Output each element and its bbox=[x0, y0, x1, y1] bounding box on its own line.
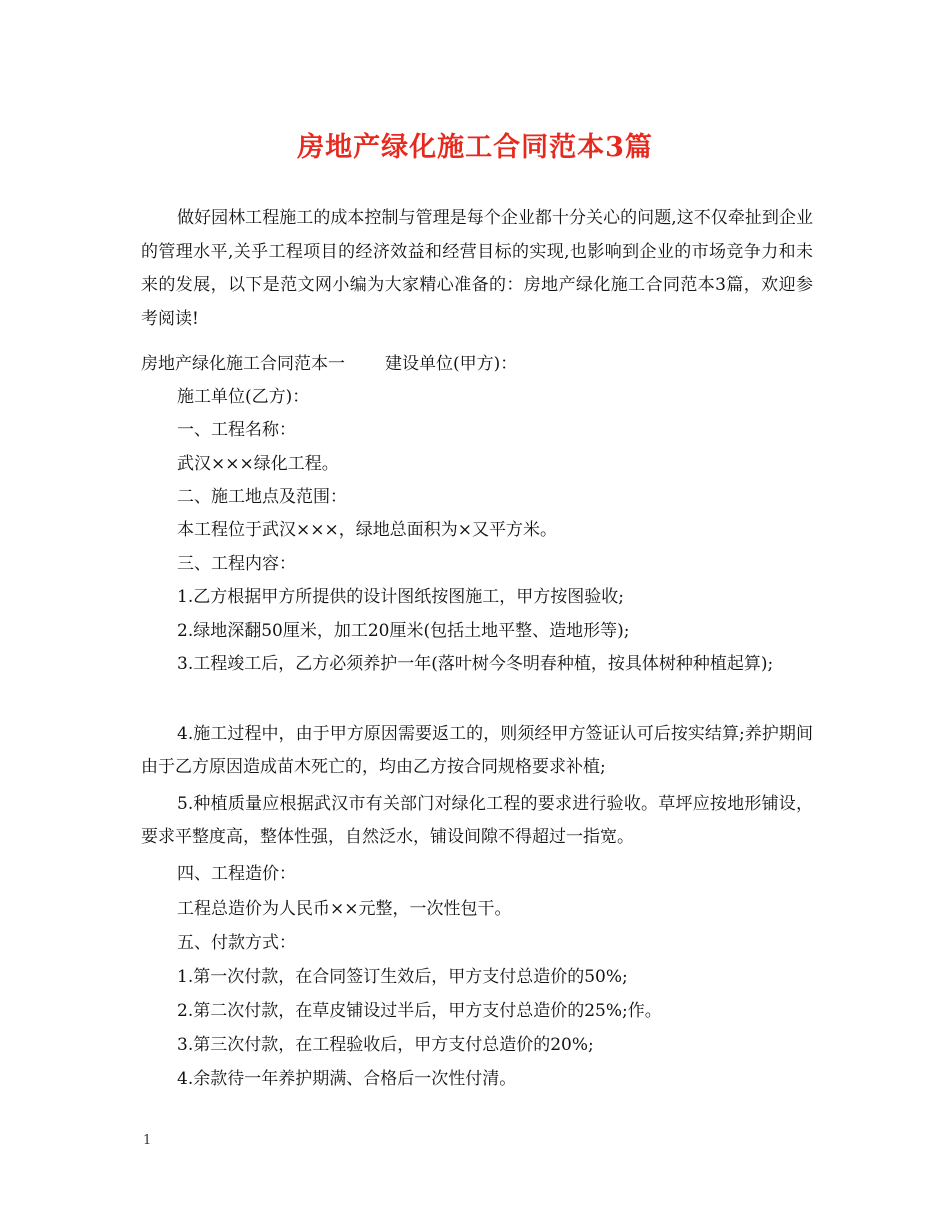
section-3-item-4: 4.施工过程中，由于甲方原因需要返工的，则须经甲方签证认可后按实结算;养护期间由于乙方原因造成苗木死亡的，均由乙方按合同规格要求补植; bbox=[141, 724, 813, 777]
party-b-label: 施工单位(乙方)： bbox=[177, 387, 310, 407]
document-title: 房地产绿化施工合同范本3篇 bbox=[297, 132, 653, 163]
section-5-title: 五、付款方式： bbox=[177, 933, 296, 953]
page-number: 1 bbox=[143, 1133, 152, 1148]
contract-heading-line bbox=[141, 348, 813, 381]
section-2-text: 本工程位于武汉×××，绿地总面积为×又平方米。 bbox=[177, 520, 557, 540]
section-2-title: 二、施工地点及范围： bbox=[177, 487, 347, 507]
section-5-item-3: 3.第三次付款，在工程验收后，甲方支付总造价的20%; bbox=[177, 1035, 594, 1055]
section-3-item-2: 2.绿地深翻50厘米，加工20厘米(包括土地平整、造地形等); bbox=[177, 621, 630, 641]
intro-paragraph: 做好园林工程施工的成本控制与管理是每个企业都十分关心的问题,这不仅牵扯到企业的管理水平,关乎工程项目的经济效益和经营目标的实现,也影响到企业的市场竞争力和未来的发展，以下是范文网小编为大家精心准备的：房地产绿化施工合同范本3篇，欢迎参考阅读! bbox=[141, 208, 813, 329]
section-1-text: 武汉×××绿化工程。 bbox=[177, 454, 339, 474]
section-4-title: 四、工程造价： bbox=[177, 864, 296, 884]
section-1-title: 一、工程名称： bbox=[177, 420, 296, 440]
section-5-item-2: 2.第二次付款，在草皮铺设过半后，甲方支付总造价的25%;作。 bbox=[177, 1001, 662, 1021]
section-3-item-1: 1.乙方根据甲方所提供的设计图纸按图施工，甲方按图验收; bbox=[177, 587, 624, 607]
section-4-text: 工程总造价为人民币××元整，一次性包干。 bbox=[177, 899, 512, 919]
section-5-item-4: 4.余款待一年养护期满、合格后一次性付清。 bbox=[177, 1069, 517, 1089]
contract-heading: 房地产绿化施工合同范本一 bbox=[141, 354, 345, 374]
section-5-item-1: 1.第一次付款，在合同签订生效后，甲方支付总造价的50%; bbox=[177, 967, 628, 987]
party-a-label: 建设单位(甲方)： bbox=[385, 354, 518, 374]
section-3-title: 三、工程内容： bbox=[177, 554, 296, 574]
section-3-item-5: 5.种植质量应根据武汉市有关部门对绿化工程的要求进行验收。草坪应按地形铺设，要求平整度高，整体性强，自然泛水，铺设间隙不得超过一指宽。 bbox=[141, 794, 813, 847]
section-3-item-3: 3.工程竣工后，乙方必须养护一年(落叶树今冬明春种植，按具体树种种植起算); bbox=[177, 654, 774, 674]
